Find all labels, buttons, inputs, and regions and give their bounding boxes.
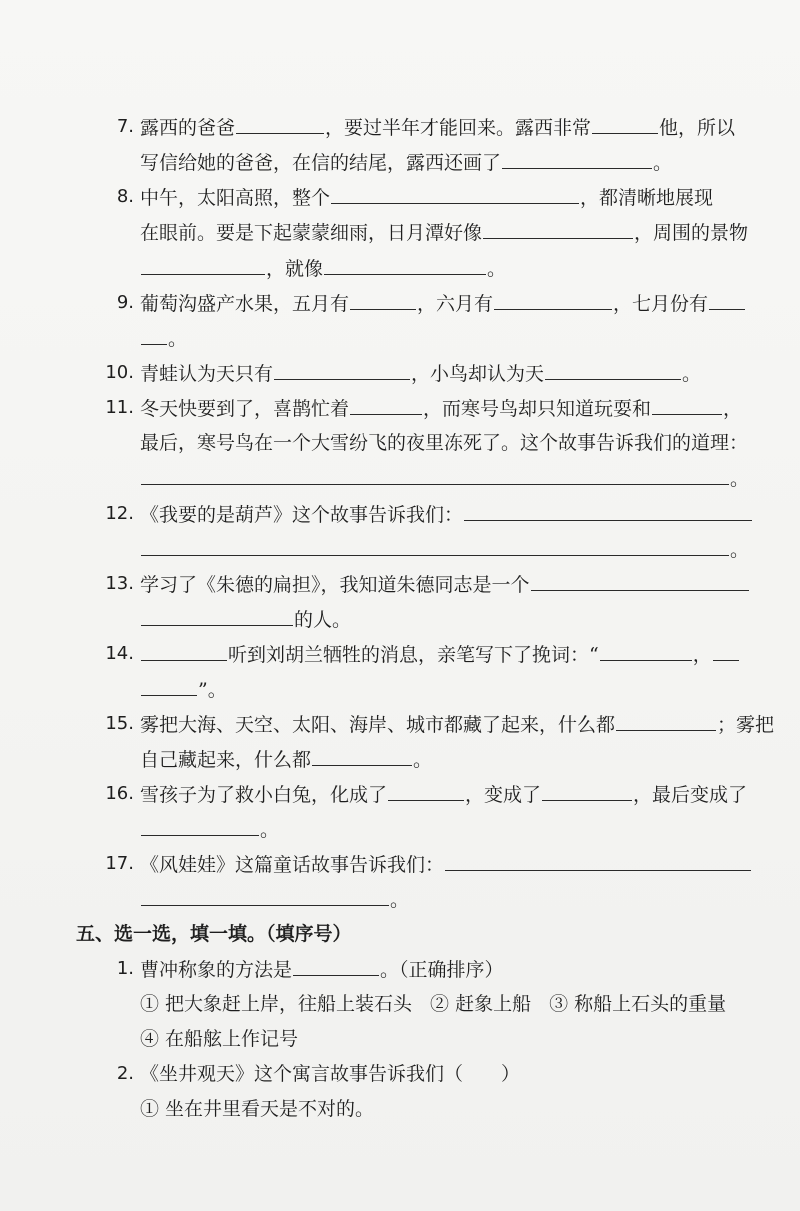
answer-blank[interactable] bbox=[141, 642, 227, 661]
answer-blank[interactable] bbox=[331, 185, 579, 204]
question-text: ，六月有 bbox=[417, 293, 494, 315]
question-text: ，变成了 bbox=[465, 784, 542, 806]
answer-blank[interactable] bbox=[141, 607, 293, 626]
question-number: 9. bbox=[116, 292, 134, 313]
answer-blank[interactable] bbox=[652, 396, 722, 415]
answer-blank[interactable] bbox=[600, 642, 692, 661]
answer-blank[interactable] bbox=[709, 291, 745, 310]
question-text: 。 bbox=[168, 328, 188, 350]
question-text: ， bbox=[723, 398, 743, 420]
question-number: 14. bbox=[105, 643, 134, 664]
question-number: 16. bbox=[105, 783, 134, 804]
question-number: 12. bbox=[105, 503, 134, 524]
question-text: 。（正确排序） bbox=[380, 959, 504, 981]
answer-blank[interactable] bbox=[502, 150, 652, 169]
question-text: 听到刘胡兰牺牲的消息，亲笔写下了挽词：“ bbox=[228, 644, 599, 666]
question-text: 露西的爸爸 bbox=[140, 117, 236, 139]
question-text: ， bbox=[692, 644, 712, 666]
answer-blank[interactable] bbox=[483, 220, 633, 239]
question-text: ，都清晰地展现 bbox=[580, 187, 714, 209]
question-text: 他，所以 bbox=[659, 117, 736, 139]
question-text: 青蛙认为天只有 bbox=[140, 363, 274, 385]
question-text: 雾把大海、天空、太阳、海岸、城市都藏了起来，什么都 bbox=[140, 714, 616, 736]
question-text: 。 bbox=[487, 258, 507, 280]
question-number: 1. bbox=[116, 958, 134, 979]
question-text: 中午，太阳高照，整个 bbox=[140, 187, 331, 209]
question-number: 15. bbox=[105, 713, 134, 734]
option-4: ④ 在船舷上作记号 bbox=[140, 1028, 299, 1050]
answer-blank[interactable] bbox=[274, 361, 410, 380]
question-number: 8. bbox=[116, 186, 134, 207]
answer-blank[interactable] bbox=[141, 887, 389, 906]
answer-blank[interactable] bbox=[236, 115, 324, 134]
question-text: ；雾把 bbox=[717, 714, 775, 736]
question-text: 在眼前。要是下起蒙蒙细雨，日月潭好像 bbox=[140, 222, 483, 244]
answer-blank[interactable] bbox=[545, 361, 681, 380]
question-text: 写信给她的爸爸，在信的结尾，露西还画了 bbox=[140, 152, 502, 174]
question-text: 《坐井观天》这个寓言故事告诉我们（ ） bbox=[140, 1063, 521, 1085]
answer-blank[interactable] bbox=[494, 291, 612, 310]
answer-blank[interactable] bbox=[141, 466, 729, 485]
answer-blank[interactable] bbox=[141, 677, 197, 696]
question-text: ，要过半年才能回来。露西非常 bbox=[325, 117, 592, 139]
option-1: ① 把大象赶上岸，往船上装石头 bbox=[140, 993, 413, 1015]
answer-blank[interactable] bbox=[713, 642, 739, 661]
answer-blank[interactable] bbox=[293, 957, 379, 976]
answer-blank[interactable] bbox=[141, 817, 259, 836]
question-number: 2. bbox=[116, 1063, 134, 1084]
question-text: ，七月份有 bbox=[613, 293, 709, 315]
answer-blank[interactable] bbox=[350, 396, 422, 415]
answer-blank[interactable] bbox=[388, 782, 464, 801]
question-text: 的人。 bbox=[294, 609, 352, 631]
answer-blank[interactable] bbox=[141, 256, 265, 275]
question-text: ，周围的景物 bbox=[634, 222, 749, 244]
question-number: 7. bbox=[116, 116, 134, 137]
question-text: ”。 bbox=[198, 679, 227, 701]
question-text: 。 bbox=[682, 363, 702, 385]
answer-blank[interactable] bbox=[464, 502, 752, 521]
question-text: 。 bbox=[730, 539, 750, 561]
question-text: ，小鸟却认为天 bbox=[411, 363, 545, 385]
question-text: ，就像 bbox=[266, 258, 324, 280]
answer-blank[interactable] bbox=[324, 256, 486, 275]
answer-blank[interactable] bbox=[141, 537, 729, 556]
question-text: 。 bbox=[730, 468, 750, 490]
question-text: 雪孩子为了救小白兔，化成了 bbox=[140, 784, 388, 806]
question-text: 《我要的是葫芦》这个故事告诉我们： bbox=[140, 504, 464, 526]
question-text: ，而寒号鸟却只知道玩耍和 bbox=[423, 398, 652, 420]
question-text: 最后，寒号鸟在一个大雪纷飞的夜里冻死了。这个故事告诉我们的道理： bbox=[140, 432, 749, 454]
question-number: 11. bbox=[105, 397, 134, 418]
question-text: ，最后变成了 bbox=[633, 784, 748, 806]
answer-blank[interactable] bbox=[350, 291, 416, 310]
question-text: 《风娃娃》这篇童话故事告诉我们： bbox=[140, 854, 445, 876]
answer-blank[interactable] bbox=[592, 115, 658, 134]
question-number: 10. bbox=[105, 362, 134, 383]
question-number: 13. bbox=[105, 573, 134, 594]
question-text: 学习了《朱德的扁担》，我知道朱德同志是一个 bbox=[140, 574, 530, 596]
section-5-title: 五、选一选，填一填。（填序号） bbox=[76, 923, 352, 945]
question-text: 。 bbox=[413, 749, 433, 771]
question-text: 葡萄沟盛产水果，五月有 bbox=[140, 293, 350, 315]
question-text: 。 bbox=[390, 889, 410, 911]
answer-blank[interactable] bbox=[542, 782, 632, 801]
question-text: 冬天快要到了，喜鹊忙着 bbox=[140, 398, 350, 420]
question-number: 17. bbox=[105, 853, 134, 874]
option-1: ① 坐在井里看天是不对的。 bbox=[140, 1098, 375, 1120]
answer-blank[interactable] bbox=[531, 572, 749, 591]
answer-blank[interactable] bbox=[445, 852, 751, 871]
question-text: 自己藏起来，什么都 bbox=[140, 749, 312, 771]
question-text: 。 bbox=[653, 152, 673, 174]
question-text: 曹冲称象的方法是 bbox=[140, 959, 293, 981]
answer-blank[interactable] bbox=[141, 326, 167, 345]
answer-blank[interactable] bbox=[312, 747, 412, 766]
option-3: ③ 称船上石头的重量 bbox=[549, 993, 727, 1015]
answer-blank[interactable] bbox=[616, 712, 716, 731]
question-text: 。 bbox=[260, 819, 280, 841]
option-2: ② 赶象上船 bbox=[430, 993, 532, 1015]
